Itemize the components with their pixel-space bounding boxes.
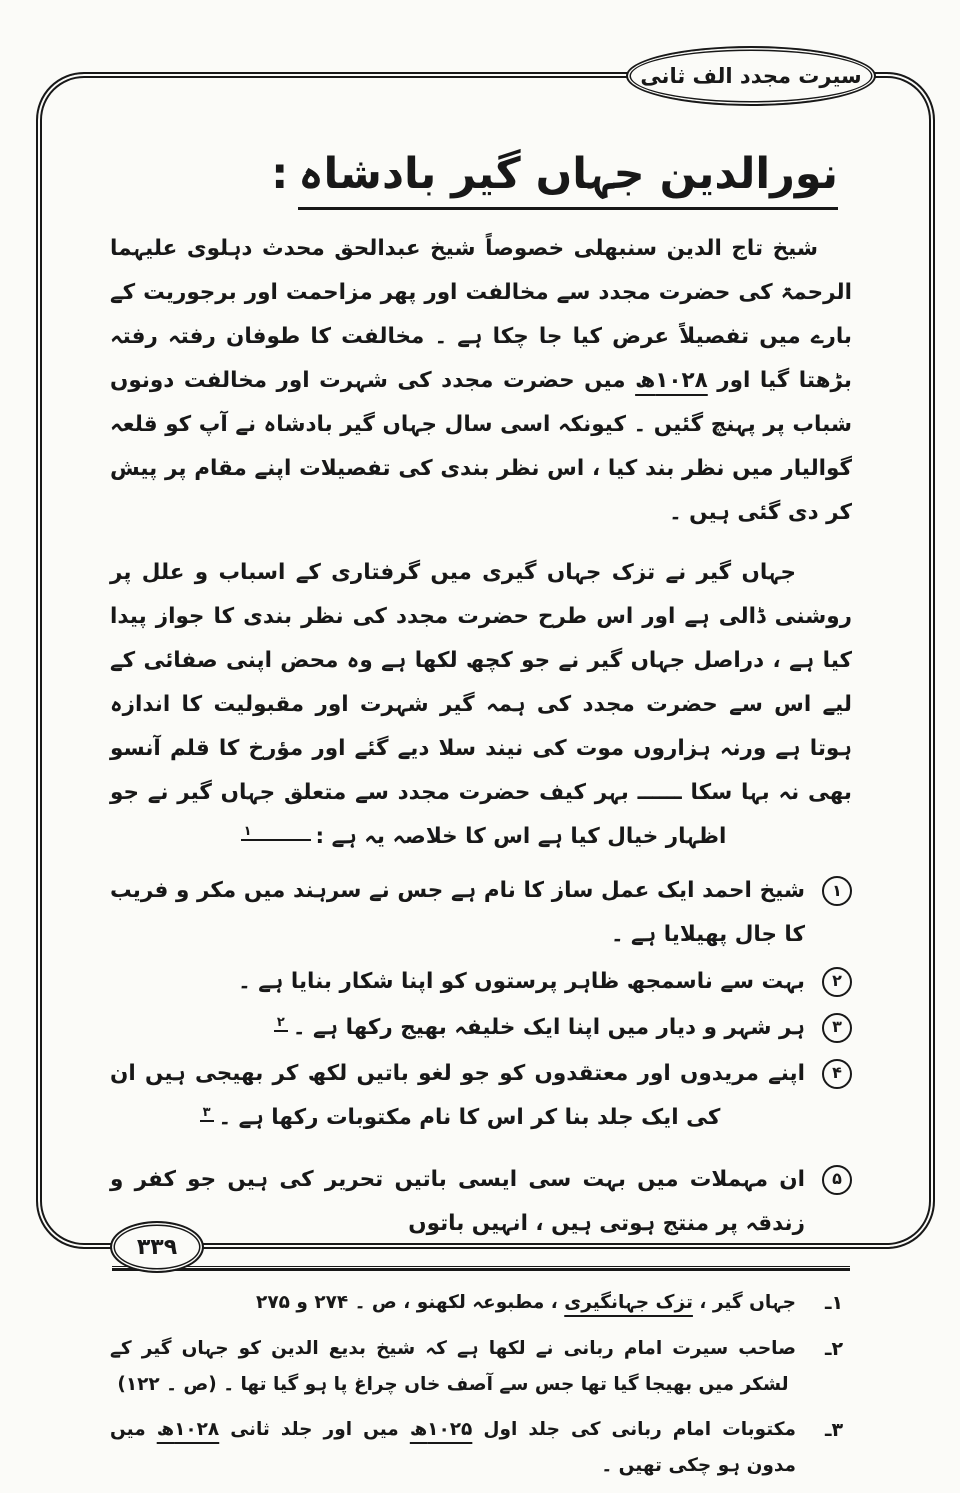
list-item bbox=[110, 1158, 852, 1246]
section-heading-colon: : bbox=[271, 149, 289, 199]
page-number: ۳۳۹ bbox=[136, 1234, 178, 1260]
paragraph-1-text-b: میں حضرت مجدد کی شہرت اور مخالفت دونوں شباب پر پہنچ گئیں ۔ کیونکہ اسی سال جہاں گیر بادشاہ نے آپ کو قلعہ گوالیار میں نظر بند کیا ، اس نظر بندی کی تفصیلات اپنے مقام پر پیش کر دی گئی ہیں ۔ bbox=[110, 367, 852, 525]
list-item bbox=[110, 1006, 852, 1050]
footnote-text-a: مکتوبات امام ربانی کی جلد اول bbox=[472, 1419, 796, 1441]
section-heading bbox=[110, 142, 852, 207]
list-item bbox=[110, 960, 852, 1004]
paragraph-2 bbox=[110, 551, 852, 859]
footnote-ref-1: ۱ bbox=[241, 825, 311, 841]
circled-number: ۲ bbox=[822, 967, 852, 997]
list-item-text bbox=[110, 1006, 805, 1050]
list-item-text: شیخ احمد ایک عمل ساز کا نام ہے جس نے سرہند میں مکر و فریب کا جال پھیلایا ہے ۔ bbox=[110, 878, 805, 948]
circled-number: ۵ bbox=[822, 1165, 852, 1195]
list-item bbox=[110, 869, 852, 957]
list-item-text-body: اپنے مریدوں اور معتقدوں کو جو لغو باتیں لکھ کر بھیجی ہیں ان کی ایک جلد بنا کر اس کا نام مکتوبات رکھا ہے ۔ bbox=[110, 1060, 805, 1130]
section-heading-text: نورالدین جہاں گیر بادشاہ bbox=[298, 149, 838, 210]
numbered-list bbox=[110, 869, 852, 1246]
footnotes-section bbox=[110, 1285, 852, 1484]
footnote-date-1: ۱۰۲۵ھ bbox=[409, 1419, 473, 1441]
circled-number: ۴ bbox=[822, 1059, 852, 1089]
footnote-text-b: میں اور جلد ثانی bbox=[219, 1419, 410, 1441]
paragraph-1-date: ۱۰۲۸ھ bbox=[635, 367, 708, 393]
footnote-text-a: جہاں گیر ، bbox=[692, 1291, 796, 1313]
footnote-marker: ۲ـ bbox=[824, 1337, 844, 1360]
footnote-book-title: تزک جہانگیری bbox=[564, 1291, 693, 1313]
paragraph-1 bbox=[110, 227, 852, 535]
footnote bbox=[110, 1331, 852, 1403]
footnote-text-c: میں مدون ہو چکی تھیں ۔ bbox=[110, 1419, 796, 1477]
book-title: سیرت مجدد الف ثانی bbox=[640, 64, 862, 88]
footnote-text-b: ، مطبوعہ لکھنو ، ص ۔ ۲۷۴ و ۲۷۵ bbox=[256, 1291, 565, 1313]
footnote-marker: ۱ـ bbox=[824, 1291, 844, 1314]
footnote-text: صاحب سیرت امام ربانی نے لکھا ہے کہ شیخ بدیع الدین کو جہاں گیر کے لشکر میں بھیجا گیا تھا جس سے آصف خاں چراغ پا ہو گیا تھا ۔ (ص ۔ ۱۲۲) bbox=[110, 1337, 796, 1395]
footnote bbox=[110, 1412, 852, 1484]
list-item-text-body: ہر شہر و دیار میں اپنا ایک خلیفہ بھیج رکھا ہے ۔ bbox=[292, 1014, 805, 1040]
footnote-text bbox=[110, 1412, 796, 1484]
paragraph-1-text-a: شیخ تاج الدین سنبھلی خصوصاً شیخ عبدالحق محدث دہلوی علیہما الرحمۃ کی حضرت مجدد سے مخالفت اور پھر مزاحمت اور برجوریت کے بارے میں تفصیلاً عرض کیا جا چکا ہے ۔ مخالفت کا طوفان رفتہ رفتہ بڑھتا گیا اور bbox=[110, 235, 852, 393]
header-cartouche bbox=[626, 46, 876, 106]
list-item-text bbox=[110, 1052, 805, 1140]
footnote-marker: ۳ـ bbox=[824, 1419, 844, 1442]
list-item bbox=[110, 1052, 852, 1140]
circled-number: ۱ bbox=[822, 876, 852, 906]
footnote-ref-3: ۳ bbox=[200, 1106, 214, 1122]
list-item-text: بہت سے ناسمجھ ظاہر پرستوں کو اپنا شکار بنایا ہے ۔ bbox=[238, 968, 805, 994]
footnote-ref-2: ۲ bbox=[274, 1016, 288, 1032]
footnote bbox=[110, 1285, 852, 1322]
footnote-date-2: ۱۰۲۸ھ bbox=[156, 1419, 220, 1441]
circled-number: ۳ bbox=[822, 1013, 852, 1043]
footnote-separator-rule bbox=[112, 1266, 850, 1271]
page-content bbox=[110, 142, 852, 1493]
paragraph-2-text: جہاں گیر نے تزک جہاں گیری میں گرفتاری کے اسباب و علل پر روشنی ڈالی ہے اور اس طرح حضرت مجدد کی نظر بندی کا جواز پیدا کیا ہے ، دراصل جہاں گیر نے جو کچھ لکھا ہے وہ محض اپنی صفائی کے لیے اس سے حضرت مجدد کی ہمہ گیر شہرت اور مقبولیت کا اندازہ ہوتا ہے ورنہ ہزاروں موت کی نیند سلا دیے گئے اور مؤرخ کا قلم آنسو بھی نہ بہا سکا ــــــ بہر کیف حضرت مجدد سے متعلق جہاں گیر نے جو اظہار خیال کیا ہے اس کا خلاصہ یہ ہے : bbox=[110, 559, 852, 850]
list-item-text: ان مہملات میں بہت سی ایسی باتیں تحریر کی ہیں جو کفر و زندقہ پر منتج ہوتی ہیں ، انہیں باتوں bbox=[110, 1166, 805, 1236]
page-number-oval bbox=[110, 1221, 204, 1273]
